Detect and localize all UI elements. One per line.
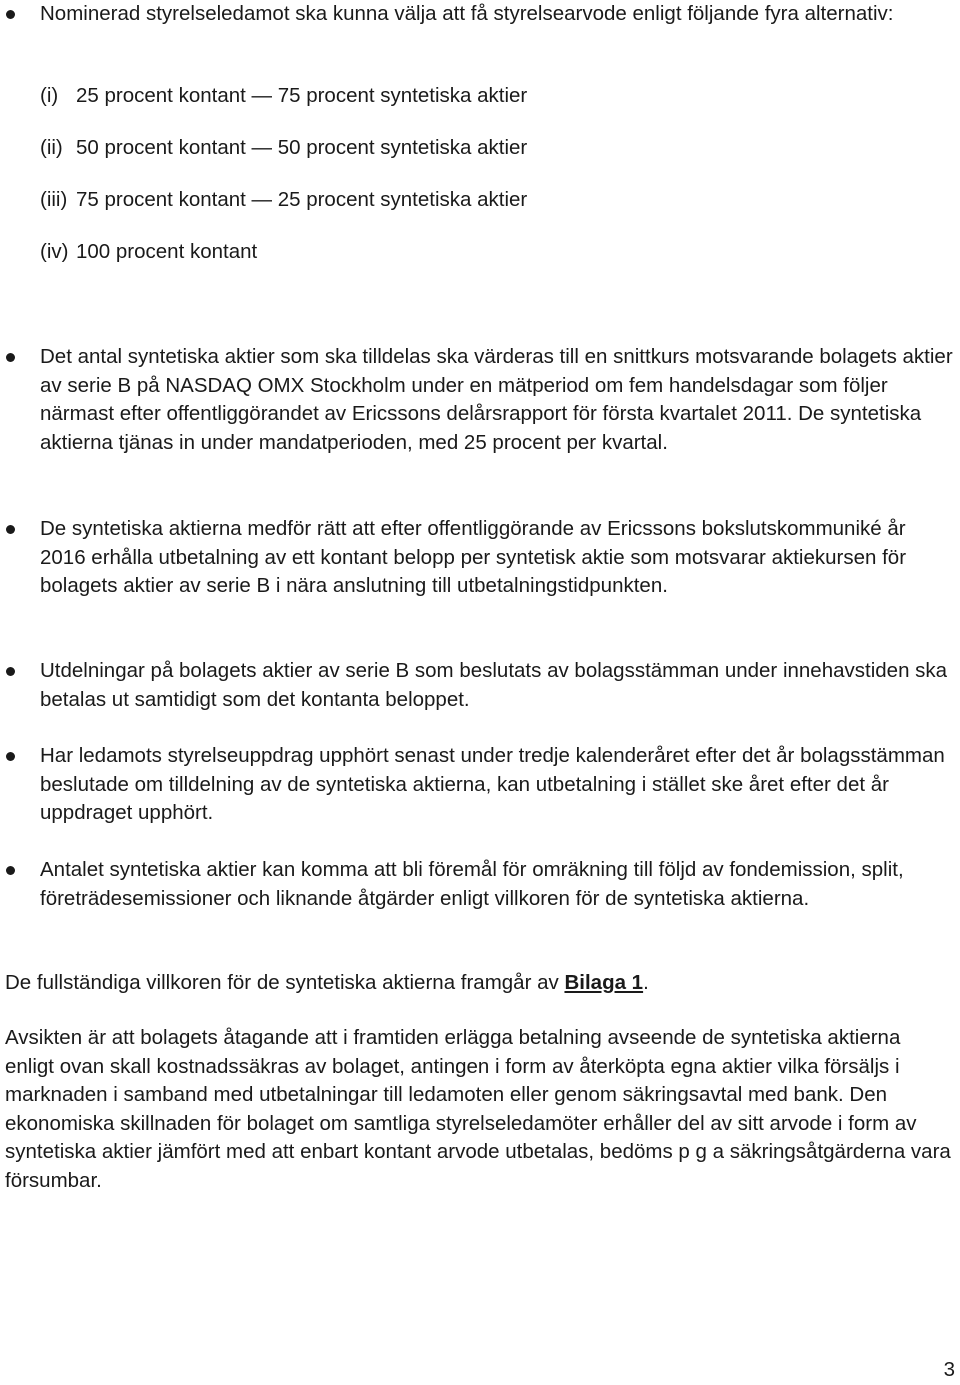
avsikten-paragraph: Avsikten är att bolagets åtagande att i framtiden erlägga betalning avseende de syntetiska aktierna enligt ovan skall kostnadssäkras av bolaget, antingen i form av återköpta egna aktier vilka försäljs i marknaden i samband med utbetalningar till ledamoten eller genom säkringsavtal med bank. Den ekonomiska skillnaden för bolaget om samtliga styrelseledamöter erhåller del av sitt arvode i form av syntetiska aktier jämfört med att enbart kontant arvode utbetalas, bedöms p g a säkringsåtgärderna vara försumbar. xyxy=(5,1026,951,1192)
villkor-text: De fullständiga villkoren för de syntetiska aktierna framgår av xyxy=(5,971,565,994)
alternative-number: (ii) xyxy=(40,136,63,159)
alternative-number: (iv) xyxy=(40,240,69,263)
bilaga-reference: Bilaga 1 xyxy=(564,971,644,994)
bullet-dot-icon xyxy=(6,10,15,19)
alternative-item xyxy=(40,186,940,215)
alternative-text: 75 procent kontant — 25 procent syntetiska aktier xyxy=(76,188,528,211)
bullet-dot-icon xyxy=(6,866,15,875)
alternative-item xyxy=(40,134,940,163)
villkor-paragraph xyxy=(5,969,955,998)
bullet-text: Antalet syntetiska aktier kan komma att bli föremål för omräkning till följd av fondemission, split, företrädesemissioner och liknande åtgärder enligt villkoren för de syntetiska aktierna. xyxy=(40,858,904,910)
villkor-period: . xyxy=(643,971,649,994)
alternative-number: (iii) xyxy=(40,188,68,211)
alternative-item xyxy=(40,82,940,111)
alternative-text: 100 procent kontant xyxy=(76,240,258,263)
alternative-text: 25 procent kontant — 75 procent syntetiska aktier xyxy=(76,84,528,107)
page-number: 3 xyxy=(943,1358,955,1381)
bullet-text: Det antal syntetiska aktier som ska tilldelas ska värderas till en snittkurs motsvarande bolagets aktier av serie B på NASDAQ OMX Stockholm under en mätperiod om fem handelsdagar som följer närmast efter offentliggörandet av Ericssons delårsrapport för första kvartalet 2011. De syntetiska aktierna tjänas in under mandatperioden, med 25 procent per kvartal. xyxy=(40,345,953,454)
bullet-dot-icon xyxy=(6,353,15,362)
bullet-dot-icon xyxy=(6,667,15,676)
bullet-dot-icon xyxy=(6,752,15,761)
bullet-text: Nominerad styrelseledamot ska kunna välja att få styrelsearvode enligt följande fyra alternativ: xyxy=(40,2,894,25)
alternative-text: 50 procent kontant — 50 procent syntetiska aktier xyxy=(76,136,528,159)
bullet-text: Har ledamots styrelseuppdrag upphört senast under tredje kalenderåret efter det år bolagsstämman beslutade om tilldelning av de syntetiska aktierna, kan utbetalning i stället ske året efter det år uppdraget upphört. xyxy=(40,744,945,825)
bullet-text: Utdelningar på bolagets aktier av serie B som beslutats av bolagsstämman under innehavstiden ska betalas ut samtidigt som det kontanta beloppet. xyxy=(40,659,948,711)
bullet-dot-icon xyxy=(6,525,15,534)
alternative-item xyxy=(40,238,940,267)
bullet-text: De syntetiska aktierna medför rätt att efter offentliggörande av Ericssons bokslutskommuniké år 2016 erhålla utbetalning av ett kontant belopp per syntetisk aktie som motsvarar aktiekursen för bolagets aktier av serie B i nära anslutning till utbetalningstidpunkten. xyxy=(40,517,907,598)
alternative-number: (i) xyxy=(40,84,59,107)
